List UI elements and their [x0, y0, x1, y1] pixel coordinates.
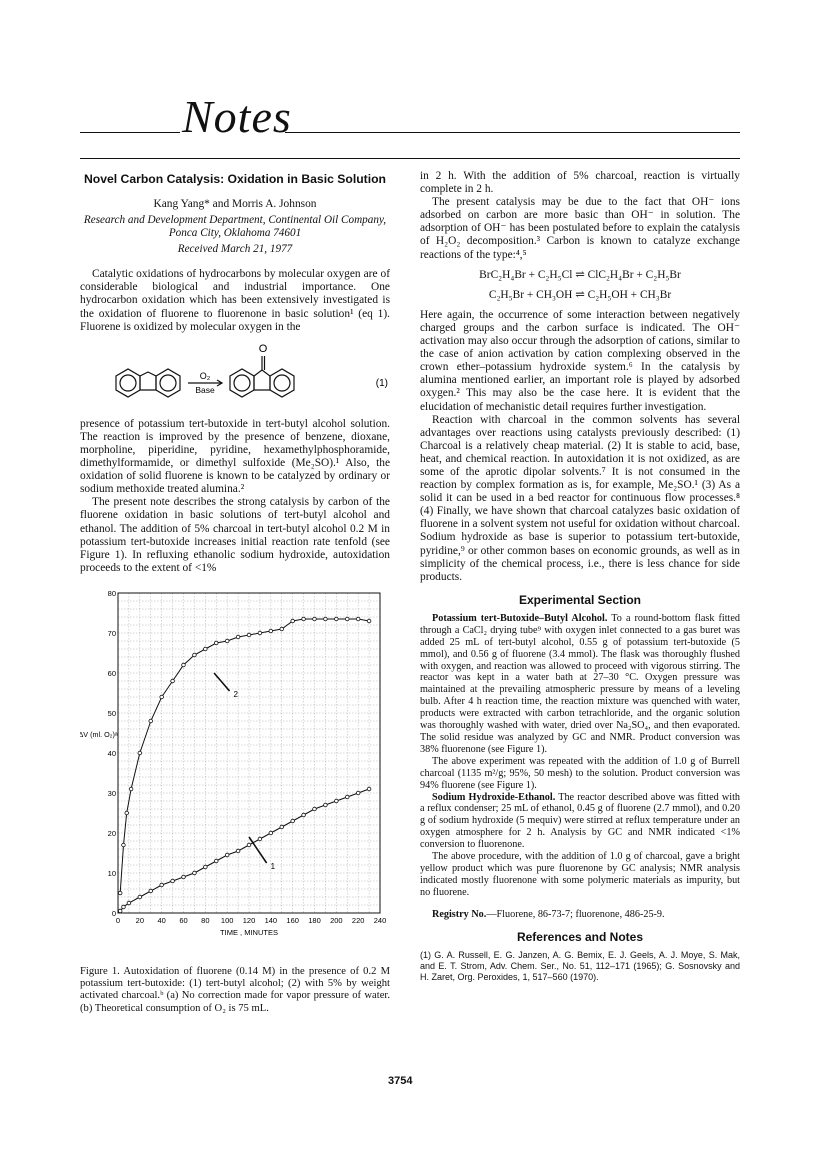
references-title: References and Notes: [516, 929, 644, 944]
data-point: [280, 825, 284, 829]
y-tick-label: 10: [107, 868, 116, 878]
data-point: [149, 889, 153, 893]
data-point: [313, 807, 317, 811]
data-point: [204, 647, 208, 651]
data-point: [214, 859, 218, 863]
y-tick-label: 20: [107, 828, 116, 838]
subhead: Sodium Hydroxide-Ethanol.: [432, 791, 556, 803]
experimental-text: To a round-bottom flask fitted through a CaCl₂ drying tube⁹ with oxygen inlet connected to a gas buret was added 25 mL of tert-butyl alcohol, 0.55 g of potassium tert-butoxide (5 mmol), and 0.56 g of fluorene (3.4 mmol). The flask was thoroughly flushed with oxygen, and reaction was allowed to proceed with vigorous stirring. The reactor was kept in a water bath at 27–30 °C. Oxygen pressure was maintained at the prevailing atmospheric pressure by means of a leveling bulb. After 4 h reaction time, the reaction mixture was quenched with water, products were extracted with carbon tetrachloride, and the organic solution was thoroughly washed with water, dried over Na₂SO₄, and then evaporated. The solid residue was analyzed by GC and NMR. Product conversion was 38% fluorenone (see Figure 1).: [420, 612, 740, 755]
chart-labels: [80, 589, 386, 937]
data-point: [291, 819, 295, 823]
data-point: [269, 629, 273, 633]
y-axis-label: ΔV (ml. O₂)ᵃ: [80, 729, 118, 739]
exchange-equation-2: C₂H₅Br + CH₃OH ⇌ C₂H₅OH + CH₃Br: [488, 288, 672, 301]
x-tick-label: 180: [308, 915, 321, 925]
subhead: Potassium tert-Butoxide–Butyl Alcohol.: [432, 612, 608, 624]
data-point: [149, 719, 153, 723]
section-title: Notes: [182, 91, 292, 142]
data-point: [324, 617, 328, 621]
data-point: [118, 909, 122, 913]
fluorene-oxidation-scheme: [80, 340, 390, 414]
data-point: [160, 695, 164, 699]
y-tick-label: 60: [107, 668, 116, 678]
section-header: [80, 88, 740, 148]
data-point: [356, 617, 360, 621]
experimental-paragraph: The above experiment was repeated with the addition of 1.0 g of Burrell charcoal (1135 m²/g; 95%, 50 mesh) to the solution. Product conversion was 94% fluorene (see Figure 1).: [420, 755, 740, 791]
data-point: [138, 751, 142, 755]
data-point: [302, 813, 306, 817]
x-tick-label: 40: [157, 915, 166, 925]
data-point: [345, 617, 349, 621]
series-line-2: [120, 619, 369, 893]
article-affiliation: Research and Development Department, Continental Oil Company, Ponca City, Oklahoma 74601: [83, 214, 387, 240]
data-point: [269, 831, 273, 835]
experimental-paragraph: [420, 792, 740, 852]
experimental-text: The reactor described above was fitted with a reflux condenser; 25 mL of ethanol, 0.45 g of fluorene (2.7 mmol), and 0.20 g of sodium hydroxide (5 mequiv) were stirred at reflux temperature under an oxygen atmosphere for 2 h. Analysis by GC and NMR indicated <1% conversion to fluorenone.: [420, 791, 740, 851]
data-point: [204, 865, 208, 869]
header-rule-left: [80, 132, 180, 133]
data-point: [193, 653, 197, 657]
paragraph: Reaction with charcoal in the common solvents has several advantages over reactions using catalysts previously described: (1) Charcoal is a relatively cheap material. (2) It is stable to acid, base, heat, and chemical reaction. In autoxidation it is not oxidized, as are some of the aprotic dipolar solvents.⁷ It is not consumed in the reaction by complex formation as is, for example, Me₂SO.¹ (3) As a solid it can be used in a bed reactor for continuous flow processes.⁸ (4) Finally, we have shown that charcoal catalyzes basic oxidation of fluorene in a solvent system not useful for oxidation without charcoal. Sodium hydroxide as base is superior to potassium tert-butoxide, pyridine,⁹ or other common bases on economic grounds, as well as in simplicity of the chemical process, i.e., there is less chance for side products.: [420, 413, 740, 583]
x-axis-label: TIME , MINUTES: [220, 927, 278, 937]
article-title: Novel Carbon Catalysis: Oxidation in Basic Solution: [83, 172, 387, 186]
y-tick-label: 0: [111, 908, 116, 918]
series-label: 1: [270, 861, 276, 871]
reaction-equation: [80, 340, 390, 414]
data-point: [214, 641, 218, 645]
x-tick-label: 20: [135, 915, 145, 925]
data-point: [160, 883, 164, 887]
data-point: [225, 853, 229, 857]
reference-1: (1) G. A. Russell, E. G. Janzen, A. G. Bemix, E. J. Geels, A. J. Moye, S. Mak, and E. T. Strom, Adv. Chem. Ser., No. 51, 112–171 (1965); G. Sosnovsky and H. Zaret, Org. Peroxides, 1, 517–560 (1970).: [420, 949, 740, 982]
x-tick-label: 220: [351, 915, 365, 925]
chart-grid: [118, 593, 380, 913]
data-point: [236, 635, 240, 639]
x-tick-label: 0: [115, 915, 121, 925]
data-point: [129, 787, 133, 791]
eq-carbonyl-o: O: [258, 342, 268, 355]
eq-reagent: O₂: [199, 370, 211, 381]
autoxidation-chart: [80, 583, 390, 958]
experimental-section-title: Experimental Section: [518, 592, 642, 607]
data-point: [247, 633, 251, 637]
data-point: [247, 843, 251, 847]
data-point: [236, 849, 240, 853]
left-column: [80, 170, 390, 1015]
y-tick-label: 70: [107, 628, 116, 638]
x-tick-label: 160: [286, 915, 299, 925]
experimental-paragraph: [420, 613, 740, 756]
series-pointer: [214, 673, 229, 691]
series-label: 2: [233, 689, 238, 699]
x-tick-label: 200: [330, 915, 343, 925]
figure-1: [80, 583, 390, 962]
eq-number: (1): [375, 377, 388, 389]
data-point: [138, 895, 142, 899]
data-point: [367, 619, 371, 623]
data-point: [127, 901, 131, 905]
paragraph: The present note describes the strong catalysis by carbon of the fluorene oxidation in basic solutions of tert-butyl alcohol and ethanol. The addition of 5% charcoal in tert-butyl alcohol 0.2 M in potassium tert-butoxide increases initial reaction rate tenfold (see Figure 1). In refluxing ethanolic sodium hydroxide, autoxidation proceeds to the extent of <1%: [80, 496, 390, 574]
data-point: [291, 619, 295, 623]
data-point: [367, 787, 371, 791]
chart-marks: [118, 617, 371, 913]
paragraph: Here again, the occurrence of some interaction between negatively charged groups and the carbon surface is indicated. The OH⁻ activation may also occur through the adsorption of cations, similar to the case of anion activation by cation complexing observed in the crown ether–potassium hydroxide system.⁶ In the catalysis by alumina mentioned earlier, an important role is played by adsorbed oxygen.² This may also be the case here. It is evident that the elucidation of mechanistic detail requires further investigation.: [420, 308, 740, 413]
data-point: [122, 905, 126, 909]
data-point: [225, 639, 229, 643]
data-point: [125, 811, 129, 815]
x-tick-label: 240: [373, 915, 387, 925]
x-tick-label: 100: [220, 915, 234, 925]
data-point: [118, 891, 122, 895]
data-point: [122, 843, 126, 847]
header-rule-right: [285, 132, 740, 133]
data-point: [171, 879, 175, 883]
data-point: [335, 799, 339, 803]
data-point: [302, 617, 306, 621]
right-column: [420, 170, 740, 983]
x-tick-label: 80: [201, 915, 210, 925]
data-point: [182, 663, 186, 667]
data-point: [182, 875, 186, 879]
page-number: 3754: [388, 1075, 413, 1087]
x-tick-label: 140: [264, 915, 278, 925]
received-date: Received March 21, 1977: [177, 243, 293, 256]
data-point: [345, 795, 349, 799]
paragraph: in 2 h. With the addition of 5% charcoal, reaction is virtually complete in 2 h.: [420, 170, 740, 196]
data-point: [171, 679, 175, 683]
registry-numbers: [420, 909, 740, 921]
data-point: [258, 631, 262, 635]
data-point: [356, 791, 360, 795]
experimental-paragraph: The above procedure, with the addition of 1.0 g of charcoal, gave a bright yellow product which was pure fluorenone by GC analysis; NMR analysis indicated mostly fluorenone with some polymeric materials as impurity, but no fluorene.: [420, 851, 740, 898]
figure-caption: Figure 1. Autoxidation of fluorene (0.14 M) in the presence of 0.2 M potassium tert-butoxide: (1) tert-butyl alcohol; (2) with 5% by weight activated charcoal.ᵇ (a) No correction made for vapor pressure of water. (b) Theoretical consumption of O₂ is 75 mL.: [80, 965, 390, 1014]
x-tick-label: 120: [242, 915, 256, 925]
y-tick-label: 30: [107, 788, 116, 798]
exchange-equation-1: BrC₂H₄Br + C₂H₅Cl ⇌ ClC₂H₄Br + C₂H₅Br: [479, 268, 681, 281]
header-divider: [80, 158, 740, 159]
paragraph: The present catalysis may be due to the fact that OH⁻ ions adsorbed on carbon are more basic than OH⁻ in solution. The adsorption of OH⁻ has been postulated before to explain the catalysis of H₂O₂ decomposition.³ Carbon is known to catalyze exchange reactions of the type:⁴,⁵: [420, 196, 740, 261]
paragraph: Catalytic oxidations of hydrocarbons by molecular oxygen are of considerable biological and industrial importance. One hydrocarbon oxidation which has been extensively investigated is the oxidation of fluorene to fluorenone in basic solution¹ (eq 1). Fluorene is oxidized by molecular oxygen in the: [80, 268, 390, 333]
registry-text: —Fluorene, 86-73-7; fluorenone, 486-25-9.: [486, 908, 665, 920]
eq-condition: Base: [195, 384, 215, 395]
y-tick-label: 40: [107, 748, 116, 758]
data-point: [193, 871, 197, 875]
y-tick-label: 50: [107, 708, 116, 718]
article-authors: Kang Yang* and Morris A. Johnson: [153, 198, 317, 211]
data-point: [280, 627, 284, 631]
series-line-1: [120, 789, 369, 911]
x-tick-label: 60: [179, 915, 188, 925]
paragraph: presence of potassium tert-butoxide in tert-butyl alcohol solution. The reaction is improved by the presence of benzene, dioxane, morpholine, piperidine, pyridine, hexamethylphosphoramide, dimethylformamide, or dimethyl sulfoxide (Me₂SO).¹ Also, the oxidation of solid fluorene is known to be catalyzed by ordinary or sodium methoxide treated alumina.²: [80, 417, 390, 496]
series-pointer: [249, 837, 267, 863]
y-tick-label: 80: [107, 588, 116, 598]
data-point: [313, 617, 317, 621]
data-point: [258, 837, 262, 841]
registry-head: Registry No.: [432, 908, 487, 920]
data-point: [324, 803, 328, 807]
data-point: [335, 617, 339, 621]
